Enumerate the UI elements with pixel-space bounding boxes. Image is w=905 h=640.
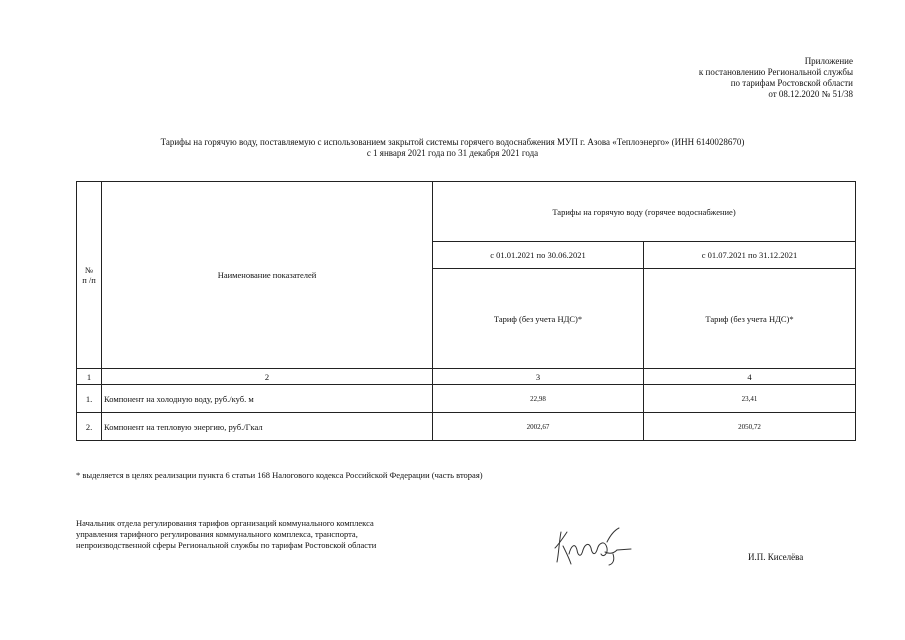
table-row bbox=[77, 413, 856, 441]
appendix-line: Приложение bbox=[804, 56, 853, 66]
row-value-period-1: 22,98 bbox=[433, 385, 644, 413]
footnote: * выделяется в целях реализации пункта 6 статьи 168 Налогового кодекса Российской Федерации (часть вторая) bbox=[76, 470, 483, 480]
col-number: 2 bbox=[102, 369, 433, 385]
column-number-row bbox=[77, 369, 856, 385]
position-line: Начальник отдела регулирования тарифов организаций коммунального комплекса bbox=[76, 518, 374, 528]
col-number: 3 bbox=[433, 369, 644, 385]
row-value-period-2: 23,41 bbox=[644, 385, 856, 413]
header-period-2: с 01.07.2021 по 31.12.2021 bbox=[644, 242, 856, 269]
appendix-reference bbox=[699, 56, 853, 100]
appendix-line: по тарифам Ростовской области bbox=[730, 78, 853, 88]
signer-name: И.П. Киселёва bbox=[748, 552, 804, 562]
position-line: непроизводственной сферы Региональной службы по тарифам Ростовской области bbox=[76, 540, 377, 550]
tariff-table bbox=[76, 181, 856, 441]
header-name: Наименование показателей bbox=[102, 182, 433, 369]
document-title bbox=[0, 137, 905, 159]
header-period-1: с 01.01.2021 по 30.06.2021 bbox=[433, 242, 644, 269]
appendix-line: к постановлению Региональной службы bbox=[698, 67, 853, 77]
header-tariff-1: Тариф (без учета НДС)* bbox=[433, 269, 644, 369]
row-number: 1. bbox=[77, 385, 102, 413]
appendix-line: от 08.12.2020 № 51/38 bbox=[768, 89, 853, 99]
header-tariff-group: Тарифы на горячую воду (горячее водоснабжение) bbox=[433, 182, 856, 242]
signatory-position bbox=[76, 518, 376, 551]
row-name: Компонент на холодную воду, руб./куб. м bbox=[102, 385, 433, 413]
col-number: 4 bbox=[644, 369, 856, 385]
title-line-2: с 1 января 2021 года по 31 декабря 2021 года bbox=[366, 148, 539, 158]
title-line-1: Тарифы на горячую воду, поставляемую с использованием закрытой системы горячего водоснабжения МУП г. Азова «Теплоэнерго» (ИНН 6140028670) bbox=[160, 137, 745, 147]
table-row bbox=[77, 385, 856, 413]
row-value-period-2: 2050,72 bbox=[644, 413, 856, 441]
row-number: 2. bbox=[77, 413, 102, 441]
position-line: управления тарифного регулирования коммунального комплекса, транспорта, bbox=[76, 529, 358, 539]
header-tariff-2: Тариф (без учета НДС)* bbox=[644, 269, 856, 369]
handwritten-signature bbox=[553, 524, 633, 566]
header-number: № п /п bbox=[77, 182, 102, 369]
row-value-period-1: 2002,67 bbox=[433, 413, 644, 441]
col-number: 1 bbox=[77, 369, 102, 385]
row-name: Компонент на тепловую энергию, руб./Гкал bbox=[102, 413, 433, 441]
